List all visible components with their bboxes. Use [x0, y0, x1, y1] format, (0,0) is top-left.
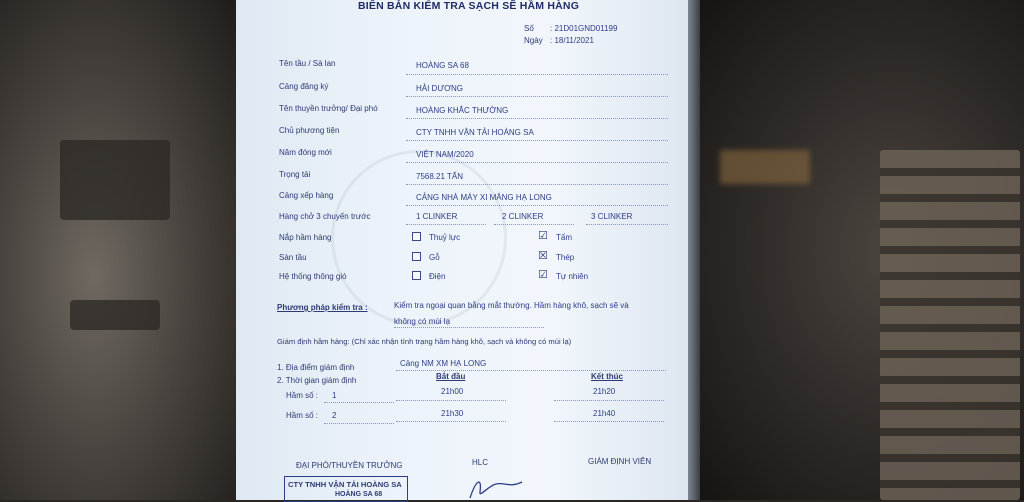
handwritten-signature	[466, 472, 526, 500]
cang-xep-hang-value: CẢNG NHÀ MÁY XI MĂNG HẠ LONG	[416, 193, 552, 202]
tu-nhien-label: Tự nhiên	[556, 272, 589, 281]
ham-so-number: 2	[332, 411, 337, 420]
dotted-line	[324, 423, 394, 424]
stamp-sub-text: HOÀNG SA 68	[335, 491, 383, 498]
hang-cho-1: 1 CLINKER	[416, 212, 458, 221]
trong-tai-value: 7568.21 TẤN	[416, 172, 463, 181]
giam-dinh-text: Giám định hầm hàng: (Chỉ xác nhận tình trạng hầm hàng khô, sạch và không có mùi lạ)	[277, 337, 572, 346]
ten-tau-value: HOÀNG SA 68	[416, 61, 469, 70]
dotted-line	[406, 184, 668, 185]
blurred-object	[70, 300, 160, 330]
dotted-line	[554, 421, 664, 422]
go-label: Gỗ	[429, 253, 440, 262]
method-text-2: không có mùi lạ	[394, 317, 451, 326]
so-value: : 21D01GND01199	[550, 24, 618, 33]
dia-diem-value: Cảng NM XM HẠ LONG	[400, 359, 487, 368]
checkbox-dien	[412, 271, 421, 280]
dia-diem-label: 1. Địa điểm giám định	[277, 363, 355, 372]
dien-label: Điện	[429, 272, 446, 281]
cang-dang-ky-value: HẢI DƯƠNG	[416, 84, 464, 93]
background-right	[700, 0, 1024, 500]
san-tau-label: Sàn tầu	[279, 253, 307, 262]
ten-tau-label: Tên tầu / Sà lan	[279, 59, 336, 68]
trong-tai-label: Trọng tải	[279, 170, 311, 179]
ket-thuc-header: Kết thúc	[591, 372, 623, 381]
thoi-gian-label: 2. Thời gian giám định	[277, 376, 357, 385]
thuy-luc-label: Thuỷ lực	[429, 233, 461, 242]
paper-edge	[688, 0, 700, 500]
ngay-label: Ngày	[524, 36, 543, 45]
stamp-text: CTY TNHH VẬN TẢI HOÀNG SA	[288, 480, 402, 489]
hang-cho-2: 2 CLINKER	[502, 212, 544, 221]
method-label: Phương pháp kiểm tra :	[277, 303, 368, 312]
dotted-line	[324, 402, 394, 403]
dotted-line	[396, 400, 506, 401]
ham-so-label: Hầm số :	[286, 391, 319, 400]
dotted-line	[586, 224, 668, 225]
hang-cho-label: Hàng chở 3 chuyến trước	[279, 212, 371, 221]
end-time: 21h40	[593, 409, 616, 418]
end-time: 21h20	[593, 387, 616, 396]
cang-dang-ky-label: Cảng đăng ký	[279, 82, 329, 91]
he-thong-thong-gio-label: Hệ thống thông gió	[279, 272, 347, 281]
background-left	[0, 0, 236, 500]
chu-phuong-tien-label: Chủ phương tiện	[279, 126, 340, 135]
hang-cho-3: 3 CLINKER	[591, 212, 633, 221]
dotted-line	[406, 74, 668, 75]
start-time: 21h00	[441, 387, 464, 396]
nap-ham-hang-label: Nắp hầm hàng	[279, 233, 332, 242]
thuyen-truong-value: HOÀNG KHẮC THƯỜNG	[416, 106, 509, 115]
dai-pho-signature-label: ĐẠI PHÓ/THUYỀN TRƯỞNG	[296, 461, 403, 470]
dotted-line	[406, 224, 486, 225]
checkbox-tam-checked: ☑	[538, 230, 548, 242]
dotted-line	[406, 140, 668, 141]
so-label: Số	[524, 24, 534, 33]
blurred-object	[60, 140, 170, 220]
dotted-line	[406, 118, 668, 119]
cang-xep-hang-label: Cảng xếp hàng	[279, 191, 334, 200]
dotted-line	[554, 400, 664, 401]
method-text-1: Kiểm tra ngoại quan bằng mắt thường. Hầm hàng khô, sạch sẽ và	[394, 301, 629, 310]
document-paper	[236, 0, 688, 500]
start-time: 21h30	[441, 409, 464, 418]
ham-so-label: Hầm số :	[286, 411, 319, 420]
dotted-line	[406, 205, 668, 206]
ngay-value: : 18/11/2021	[550, 36, 594, 45]
company-stamp	[284, 476, 408, 502]
hlc-signature-label: HLC	[472, 458, 489, 467]
dotted-line	[396, 370, 666, 371]
checkbox-tu-nhien-checked: ☑	[538, 269, 548, 281]
thep-label: Thép	[556, 253, 575, 262]
dotted-line	[394, 327, 544, 328]
blurred-object	[720, 150, 810, 184]
chu-phuong-tien-value: CTY TNHH VẬN TẢI HOÀNG SA	[416, 128, 534, 137]
tam-label: Tấm	[556, 233, 572, 242]
checkbox-thuy-luc	[412, 232, 421, 241]
checkbox-thep-checked: ☒	[538, 250, 548, 262]
nam-dong-moi-label: Năm đóng mới	[279, 148, 332, 157]
document-title: BIÊN BẢN KIỂM TRA SẠCH SẼ HẦM HÀNG	[358, 0, 580, 12]
blurred-panel	[880, 150, 1020, 500]
dotted-line	[494, 224, 574, 225]
dotted-line	[406, 96, 668, 97]
thuyen-truong-label: Tên thuyền trưởng/ Đại phó	[279, 104, 378, 113]
dotted-line	[396, 421, 506, 422]
giam-dinh-vien-signature-label: GIÁM ĐỊNH VIÊN	[588, 457, 652, 466]
ham-so-number: 1	[332, 391, 337, 400]
dotted-line	[406, 162, 668, 163]
checkbox-go	[412, 252, 421, 261]
nam-dong-moi-value: VIỆT NAM/2020	[416, 150, 474, 159]
bat-dau-header: Bắt đầu	[436, 372, 466, 381]
